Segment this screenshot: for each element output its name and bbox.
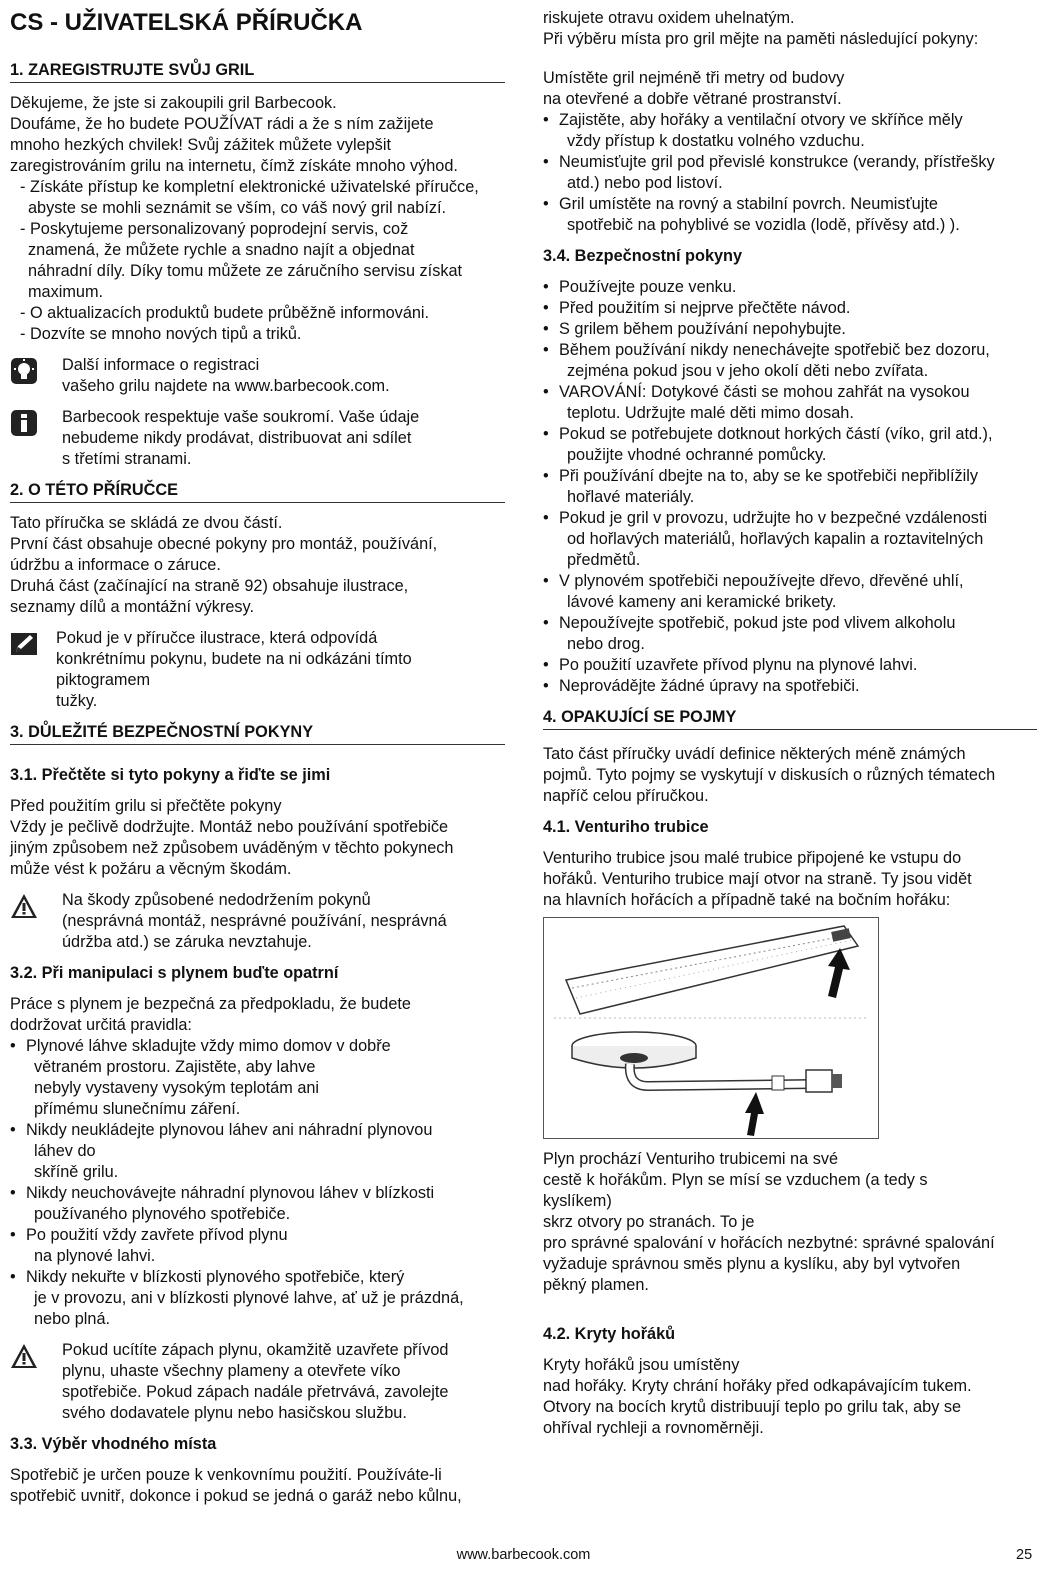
list-item-line: od hořlavých materiálů, hořlavých kapalin a roztavitelných — [567, 530, 984, 548]
s41-after-line: skrz otvory po stranách. To je — [543, 1213, 755, 1231]
pencil-note-line: konkrétnímu pokynu, budete na ni odkázáni tímto — [56, 650, 412, 668]
s33-text-line: na otevřené a dobře větrané prostranství. — [543, 90, 842, 108]
s1-benefit-line: maximum. — [28, 283, 104, 301]
list-item-line: • Používejte pouze venku. — [559, 278, 737, 296]
list-item — [543, 110, 1037, 152]
s1-intro-line: zaregistrováním grilu na internetu, čímž získáte mnoho výhod. — [10, 157, 458, 175]
list-item — [10, 1120, 505, 1183]
list-item-line: • Pokud je gril v provozu, udržujte ho v bezpečné vzdálenosti — [559, 509, 988, 527]
pencil-icon — [10, 630, 38, 658]
gas-warning-note — [10, 1340, 505, 1424]
section-2-heading: 2. O TÉTO PŘÍRUČCE — [10, 480, 505, 503]
list-item-line: použijte vhodné ochranné pomůcky. — [567, 446, 827, 464]
list-item-line: • Pokud se potřebujete dotknout horkých částí (víko, gril atd.), — [559, 425, 993, 443]
section-4-heading: 4. OPAKUJÍCÍ SE POJMY — [543, 707, 1037, 730]
list-item-line: • Během používání nikdy nenechávejte spotřebič bez dozoru, — [559, 341, 990, 359]
page-number: 25 — [1016, 1547, 1033, 1563]
list-item-line: • VAROVÁNÍ: Dotykové části se mohou zahřát na vysokou — [559, 383, 970, 401]
section-3-2-heading: 3.2. Při manipulaci s plynem buďte opatrní — [10, 964, 339, 982]
s1-benefit-line: - Dozvíte se mnoho nových tipů a triků. — [20, 325, 302, 343]
s4-text-line: pojmů. Tyto pojmy se vyskytují v diskusích o různých tématech — [543, 766, 996, 784]
section-3-1-heading: 3.1. Přečtěte si tyto pokyny a řiďte se jimi — [10, 766, 331, 784]
s41-text-line: na hlavních hořácích a případně také na bočním hořáku: — [543, 891, 951, 909]
list-item-line: atd.) nebo pod listoví. — [567, 174, 723, 192]
list-item — [10, 1225, 505, 1267]
list-item — [543, 613, 1037, 655]
warning-note-line: Na škody způsobené nedodržením pokynů — [62, 891, 371, 909]
warning-icon — [10, 892, 38, 920]
list-item — [543, 424, 1037, 466]
s2-text-line: Tato příručka se skládá ze dvou částí. — [10, 514, 283, 532]
info-note-line: nebudeme nikdy prodávat, distribuovat ani sdílet — [62, 429, 412, 447]
tip-note — [10, 355, 505, 397]
s33-text-line: Spotřebič je určen pouze k venkovnímu použití. Používáte-li — [10, 1466, 442, 1484]
pencil-note-line: piktogramem — [56, 671, 151, 689]
info-note-line: Barbecook respektuje vaše soukromí. Vaše údaje — [62, 408, 420, 426]
list-item-line: předmětů. — [567, 551, 641, 569]
list-item-line: lávové kameny ani keramické brikety. — [567, 593, 837, 611]
list-item-line: • Plynové láhve skladujte vždy mimo domov v dobře — [26, 1037, 391, 1055]
list-item — [543, 319, 1037, 340]
list-item — [10, 1183, 505, 1225]
list-item-line: • S grilem během používání nepohybujte. — [559, 320, 846, 338]
tip-note-line: Další informace o registraci — [62, 356, 260, 374]
s41-text-line: hořáků. Venturiho trubice mají otvor na straně. Ty jsou vidět — [543, 870, 972, 888]
s42-text-line: nad hořáky. Kryty chrání hořáky před odkapávajícím tukem. — [543, 1377, 972, 1395]
section-1-heading: 1. ZAREGISTRUJTE SVŮJ GRIL — [10, 60, 505, 83]
list-item — [543, 382, 1037, 424]
s42-text-line: Otvory na bocích krytů distribuují teplo po grilu tak, aby se — [543, 1398, 962, 1416]
list-item-line: nebo plná. — [34, 1310, 111, 1328]
s2-text-line: První část obsahuje obecné pokyny pro montáž, používání, — [10, 535, 438, 553]
list-item-line: přímému slunečnímu záření. — [34, 1100, 241, 1118]
section-3-4-heading: 3.4. Bezpečnostní pokyny — [543, 247, 743, 265]
pencil-note-line: Pokud je v příručce ilustrace, která odpovídá — [56, 629, 378, 647]
s41-after-line: cestě k hořákům. Plyn se mísí se vzduchem (a tedy s — [543, 1171, 928, 1189]
list-item-line: • Zajistěte, aby hořáky a ventilační otvory ve skříňce měly — [559, 111, 963, 129]
warning-note-line: plynu, uhaste všechny plameny a otevřete víko — [62, 1362, 401, 1380]
pencil-note — [10, 628, 505, 712]
s1-benefit-line: - Poskytujeme personalizovaný poprodejní servis, což — [20, 220, 409, 238]
s32-text-line: Práce s plynem je bezpečná za předpokladu, že budete — [10, 995, 411, 1013]
list-item — [543, 340, 1037, 382]
list-item — [10, 1267, 505, 1330]
list-item-line: • Nikdy nekuřte v blízkosti plynového spotřebiče, který — [26, 1268, 405, 1286]
s2-text-line: údržbu a informace o záruce. — [10, 556, 221, 574]
s41-after-line: Plyn prochází Venturiho trubicemi na své — [543, 1150, 839, 1168]
s1-benefit-line: náhradní díly. Díky tomu můžete ze záručního servisu získat — [28, 262, 463, 280]
s42-text-line: Kryty hořáků jsou umístěny — [543, 1356, 740, 1374]
s1-intro-line: mnoho hezkých chvilek! Svůj zážitek můžete vylepšit — [10, 136, 391, 154]
section-3-3-heading: 3.3. Výběr vhodného místa — [10, 1435, 217, 1453]
list-item-line: na plynové lahvi. — [34, 1247, 156, 1265]
list-item-line: • Gril umístěte na rovný a stabilní povrch. Neumisťujte — [559, 195, 938, 213]
list-item-line: • Neumisťujte gril pod převislé konstrukce (verandy, přístřešky — [559, 153, 995, 171]
venturi-tube-illustration — [543, 917, 879, 1139]
list-item-line: vždy přístup k dostatku volného vzduchu. — [567, 132, 865, 150]
list-item-line: nebyly vystaveny vysokým teplotám ani — [34, 1079, 320, 1097]
list-item-line: • Po použití vždy zavřete přívod plynu — [26, 1226, 288, 1244]
list-item — [543, 676, 1037, 697]
s2-text-line: Druhá část (začínající na straně 92) obsahuje ilustrace, — [10, 577, 409, 595]
s33-text-line: Při výběru místa pro gril mějte na paměti následující pokyny: — [543, 30, 979, 48]
list-item-line: • Nikdy neukládejte plynovou láhev ani náhradní plynovou — [26, 1121, 433, 1139]
info-note-line: s třetími stranami. — [62, 450, 192, 468]
list-item — [10, 1036, 505, 1120]
list-item — [543, 508, 1037, 571]
s1-benefit-line: - Získáte přístup ke kompletní elektronické uživatelské příručce, — [20, 178, 479, 196]
s1-benefit-line: znamená, že můžete rychle a snadno najít a objednat — [28, 241, 415, 259]
right-column — [543, 8, 1037, 1439]
warning-note-line: (nesprávná montáž, nesprávné používání, nesprávná — [62, 912, 447, 930]
s32-text-line: dodržovat určitá pravidla: — [10, 1016, 192, 1034]
list-item-line: větraném prostoru. Zajistěte, aby lahve — [34, 1058, 316, 1076]
list-item-line: teplotu. Udržujte malé děti mimo dosah. — [567, 404, 854, 422]
list-item-line: hořlavé materiály. — [567, 488, 695, 506]
tip-note-line: vašeho grilu najdete na www.barbecook.com. — [62, 377, 390, 395]
s42-text-line: ohříval rychleji a rovnoměrněji. — [543, 1419, 764, 1437]
list-item-line: • Po použití uzavřete přívod plynu na plynové lahvi. — [559, 656, 918, 674]
s1-benefit-line: - O aktualizacích produktů budete průběžně informováni. — [20, 304, 430, 322]
list-item-line: je v provozu, ani v blízkosti plynové lahve, ať už je prázdná, — [34, 1289, 464, 1307]
s31-text-line: může vést k požáru a věcným škodám. — [10, 860, 292, 878]
s1-benefit-line: abyste se mohli seznámit se vším, co váš nový gril nabízí. — [28, 199, 447, 217]
venturi-tube-drawing — [544, 918, 878, 1138]
list-item-line: • Nepoužívejte spotřebič, pokud jste pod vlivem alkoholu — [559, 614, 956, 632]
s41-after-line: vyžaduje správnou směs plynu a kyslíku, aby byl vytvořen — [543, 1255, 961, 1273]
list-item — [543, 152, 1037, 194]
list-item-line: • Nikdy neuchovávejte náhradní plynovou láhev v blízkosti — [26, 1184, 435, 1202]
warning-icon — [10, 1342, 38, 1370]
s4-text-line: napříč celou příručkou. — [543, 787, 709, 805]
list-item-line: zejména pokud jsou v jeho okolí děti nebo zvířata. — [567, 362, 929, 380]
list-item-line: spotřebič na pohyblivé se vozidla (lodě, přívěsy atd.) ). — [567, 216, 960, 234]
footer-url[interactable]: www.barbecook.com — [456, 1547, 591, 1563]
warning-note — [10, 890, 505, 953]
list-item-line: • Neprovádějte žádné úpravy na spotřebiči. — [559, 677, 860, 695]
warning-note-line: Pokud ucítíte zápach plynu, okamžitě uzavřete přívod — [62, 1341, 449, 1359]
list-item-line: láhev do — [34, 1142, 96, 1160]
lightbulb-icon — [10, 357, 38, 385]
s41-after-line: pro správné spalování v hořácích nezbytné: správné spalování — [543, 1234, 995, 1252]
list-item — [543, 277, 1037, 298]
list-item-line: používaného plynového spotřebiče. — [34, 1205, 291, 1223]
list-item-line: • Před použitím si nejprve přečtěte návod. — [559, 299, 851, 317]
list-item — [543, 655, 1037, 676]
list-item — [543, 571, 1037, 613]
list-item-line: skříně grilu. — [34, 1163, 119, 1181]
list-item-line: • V plynovém spotřebiči nepoužívejte dřevo, dřevěné uhlí, — [559, 572, 964, 590]
s33-text-line: spotřebič uvnitř, dokonce i pokud se jedná o garáž nebo kůlnu, — [10, 1487, 462, 1505]
list-item-line: nebo drog. — [567, 635, 645, 653]
s1-intro-line: Doufáme, že ho budete POUŽÍVAT rádi a že s ním zažijete — [10, 115, 434, 133]
s33-text-line: Umístěte gril nejméně tři metry od budovy — [543, 69, 845, 87]
s1-intro-line: Děkujeme, že jste si zakoupili gril Barbecook. — [10, 94, 337, 112]
warning-note-line: údržba atd.) se záruka nevztahuje. — [62, 933, 312, 951]
s4-text-line: Tato část příručky uvádí definice některých méně známých — [543, 745, 966, 763]
s31-text-line: jiným způsobem než způsobem uváděným v těchto pokynech — [10, 839, 454, 857]
s41-after-line: pěkný plamen. — [543, 1276, 649, 1294]
s41-after-line: kyslíkem) — [543, 1192, 612, 1210]
s31-text-line: Před použitím grilu si přečtěte pokyny — [10, 797, 282, 815]
list-item — [543, 298, 1037, 319]
left-column — [10, 8, 505, 1507]
pencil-note-line: tužky. — [56, 692, 98, 710]
section-3-heading: 3. DŮLEŽITÉ BEZPEČNOSTNÍ POKYNY — [10, 722, 505, 745]
s33-text-line: riskujete otravu oxidem uhelnatým. — [543, 9, 795, 27]
list-item — [543, 194, 1037, 236]
s41-text-line: Venturiho trubice jsou malé trubice připojené ke vstupu do — [543, 849, 962, 867]
warning-note-line: spotřebiče. Pokud zápach nadále přetrvává, zavolejte — [62, 1383, 449, 1401]
s31-text-line: Vždy je pečlivě dodržujte. Montáž nebo používání spotřebiče — [10, 818, 449, 836]
document-title: CS - UŽIVATELSKÁ PŘÍRUČKA — [10, 9, 363, 36]
warning-note-line: svého dodavatele plynu nebo hasičskou službu. — [62, 1404, 407, 1422]
list-item — [543, 466, 1037, 508]
section-4-2-heading: 4.2. Kryty hořáků — [543, 1325, 676, 1343]
list-item-line: • Při používání dbejte na to, aby se ke spotřebiči nepřiblížily — [559, 467, 979, 485]
section-4-1-heading: 4.1. Venturiho trubice — [543, 818, 709, 836]
info-icon — [10, 409, 38, 437]
info-note — [10, 407, 505, 470]
s2-text-line: seznamy dílů a montážní výkresy. — [10, 598, 255, 616]
